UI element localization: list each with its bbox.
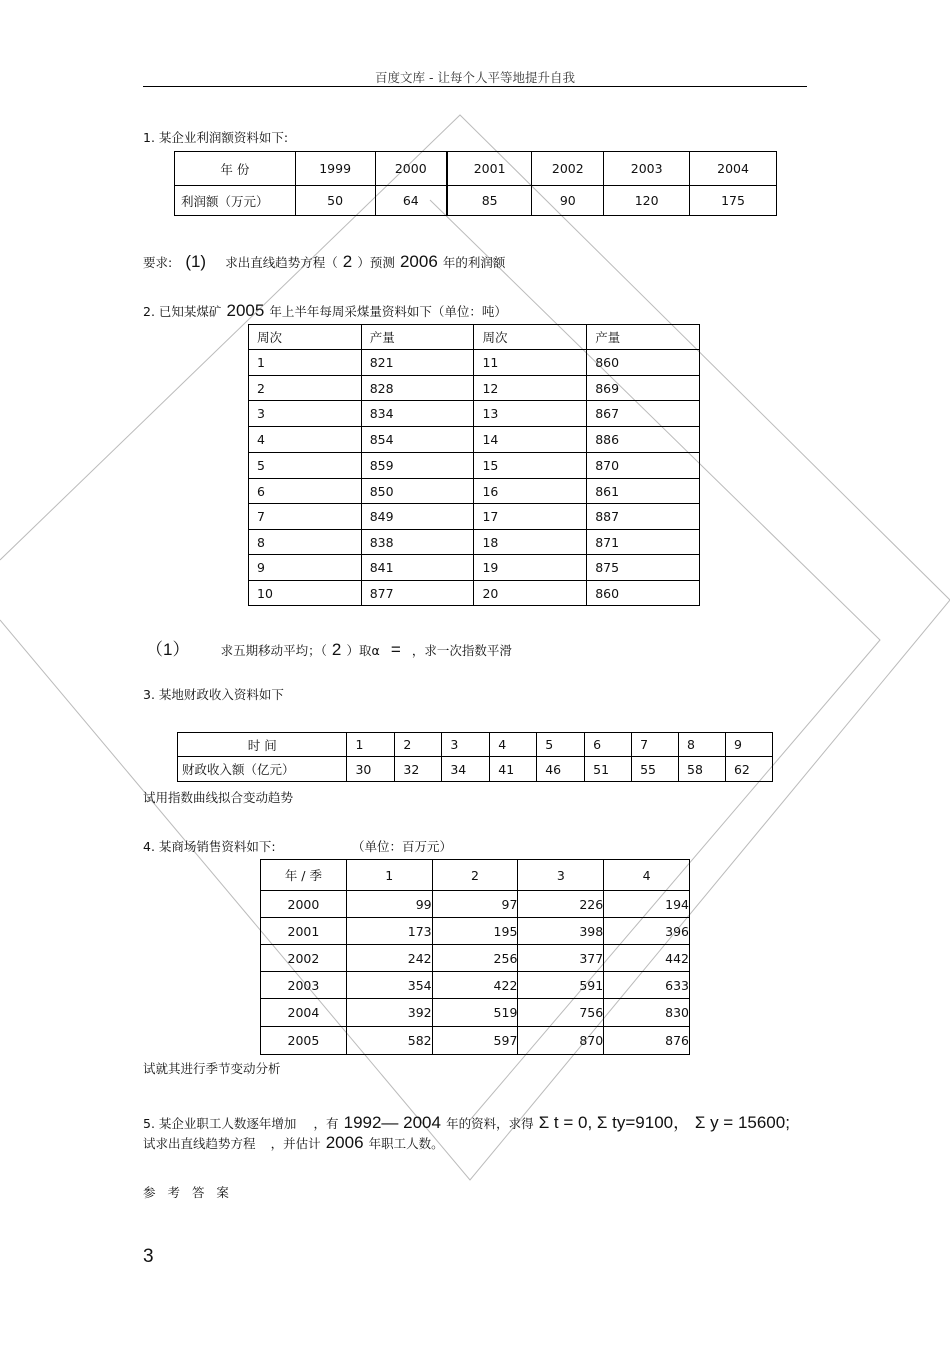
q2-cell: 10 [249,581,362,606]
q2-cell: 828 [361,376,474,401]
q4-cell: 377 [518,945,604,972]
q5-line1 [143,1108,790,1133]
q1-req-text2: ）预测 [357,255,395,270]
q4-year: 2005 [261,1027,347,1055]
q1-req-p1: (1) [185,252,207,271]
q3-r2-cell: 41 [490,757,537,782]
q1-r2-c1: 50 [295,186,375,216]
q5-line1-b: ，有 [313,1116,339,1131]
q2-cell: 4 [249,427,362,453]
q4-cell: 256 [432,945,518,972]
q2-cell: 17 [474,504,587,530]
q2-cell: 12 [474,376,587,401]
table-row [178,733,773,757]
q4-header-4: 4 [604,860,690,891]
q4-title: 4. 某商场销售资料如下: [143,839,276,854]
q5-line1-c: 年的资料，求得 [446,1116,534,1131]
q2-cell: 6 [249,479,362,504]
q2-cell: 869 [587,376,700,401]
q4-header-1: 1 [346,860,432,891]
q3-r2-cell: 58 [679,757,726,782]
table-row [249,479,700,504]
q2-cell: 19 [474,555,587,581]
q2-header-3: 产量 [587,325,700,350]
q3-r1-cell: 3 [442,733,490,757]
q5-line2 [143,1133,444,1153]
q3-requirement: 试用指数曲线拟合变动趋势 [143,790,294,805]
page-header: 百度文库 - 让每个人平等地提升自我 [375,70,575,85]
q2-req-text1: 求五期移动平均；（ [220,643,327,658]
q4-table [260,859,690,1055]
q4-year: 2001 [261,918,347,945]
q1-r1-c6: 2004 [690,152,777,186]
q4-year: 2000 [261,891,347,918]
q4-cell: 756 [518,999,604,1027]
q2-cell: 861 [587,479,700,504]
q4-cell: 354 [346,972,432,999]
q3-r2-cell: 30 [347,757,395,782]
q2-req-eq: = [390,640,401,659]
q4-cell: 519 [432,999,518,1027]
q3-r1-c0: 时 间 [178,733,347,757]
q1-req-prefix: 要求: [143,255,173,270]
q1-req-p2: 2 [342,252,353,271]
q2-cell: 18 [474,530,587,555]
q3-r1-cell: 6 [585,733,632,757]
q2-cell: 871 [587,530,700,555]
q5-line1-years: 1992— 2004 [343,1113,441,1132]
q1-req-text1: 求出直线趋势方程（ [225,255,338,270]
q2-header-0: 周次 [249,325,362,350]
q2-cell: 16 [474,479,587,504]
q5-line1-a: 5. 某企业职工人数逐年增加 [143,1116,297,1131]
q2-title-year: 2005 [226,301,265,320]
table-row [175,186,777,216]
q4-header-0: 年 / 季 [261,860,347,891]
q3-r1-cell: 5 [537,733,585,757]
q2-cell: 2 [249,376,362,401]
q4-cell: 422 [432,972,518,999]
q2-cell: 14 [474,427,587,453]
q4-cell: 591 [518,972,604,999]
q2-cell: 870 [587,453,700,479]
q4-cell: 173 [346,918,432,945]
table-row [249,530,700,555]
q2-cell: 5 [249,453,362,479]
q2-cell: 886 [587,427,700,453]
q2-title-a: 2. 已知某煤矿 [143,304,222,319]
q2-cell: 860 [587,350,700,376]
table-row [249,325,700,350]
q2-cell: 13 [474,401,587,427]
q4-cell: 582 [346,1027,432,1055]
q1-r2-c5: 120 [604,186,690,216]
table-row [261,1027,690,1055]
q2-cell: 849 [361,504,474,530]
q4-year: 2003 [261,972,347,999]
q2-cell: 1 [249,350,362,376]
q2-req-p1: （1） [146,640,190,659]
q4-cell: 398 [518,918,604,945]
q2-cell: 838 [361,530,474,555]
q3-r1-cell: 4 [490,733,537,757]
q4-cell: 226 [518,891,604,918]
q5-line1-formula: Σ t = 0, Σ ty=9100， Σ y = 15600; [538,1113,790,1132]
q4-cell: 194 [604,891,690,918]
q4-unit: （单位：百万元） [352,839,453,854]
table-row [249,401,700,427]
q3-r2-cell: 62 [725,757,772,782]
q4-cell: 633 [604,972,690,999]
table-row [249,581,700,606]
q2-cell: 860 [587,581,700,606]
table-row [178,757,773,782]
table-row [249,453,700,479]
q2-header-1: 产量 [361,325,474,350]
q4-cell: 597 [432,1027,518,1055]
page-number: 3 [143,1246,154,1267]
q3-r2-cell: 51 [585,757,632,782]
q1-r1-c3: 2001 [447,152,532,186]
table-row [261,918,690,945]
q5-line2-c: 年职工人数。 [368,1136,444,1151]
q4-cell: 876 [604,1027,690,1055]
q2-cell: 834 [361,401,474,427]
q3-r2-c0: 财政收入额（亿元） [178,757,347,782]
q3-r1-cell: 1 [347,733,395,757]
q1-r2-c4: 90 [532,186,604,216]
table-row [261,860,690,891]
q3-r2-cell: 32 [395,757,442,782]
q1-r1-c5: 2003 [604,152,690,186]
table-row [261,891,690,918]
q2-title-b: 年上半年每周采煤量资料如下（单位：吨） [269,304,507,319]
q2-cell: 821 [361,350,474,376]
q4-cell: 242 [346,945,432,972]
q1-r2-c3: 85 [447,186,532,216]
q2-req-text3: ，求一次指数平滑 [411,643,512,658]
q4-cell: 830 [604,999,690,1027]
q4-cell: 870 [518,1027,604,1055]
q2-table [248,324,700,606]
q4-cell: 195 [432,918,518,945]
table-row [249,427,700,453]
q3-r1-cell: 7 [632,733,679,757]
q2-cell: 859 [361,453,474,479]
q3-r2-cell: 46 [537,757,585,782]
answers-heading: 参 考 答 案 [143,1185,233,1200]
q1-r1-c4: 2002 [532,152,604,186]
q5-line2-a: 试求出直线趋势方程 [143,1136,256,1151]
table-row [249,376,700,401]
q5-line2-year: 2006 [325,1133,364,1152]
q1-requirement [143,252,505,272]
q4-year: 2004 [261,999,347,1027]
q3-title: 3. 某地财政收入资料如下 [143,687,284,702]
q2-cell: 850 [361,479,474,504]
q3-r2-cell: 34 [442,757,490,782]
q1-r2-c0: 利润额（万元） [175,186,296,216]
q3-r1-cell: 8 [679,733,726,757]
q2-cell: 15 [474,453,587,479]
table-row [261,999,690,1027]
q3-table [177,732,773,782]
q2-cell: 8 [249,530,362,555]
q3-r1-cell: 9 [725,733,772,757]
q2-cell: 9 [249,555,362,581]
q1-r2-c2: 64 [375,186,447,216]
q4-cell: 97 [432,891,518,918]
q2-title [143,301,507,321]
q2-requirement [146,635,512,660]
q2-cell: 841 [361,555,474,581]
table-row [261,972,690,999]
q4-cell: 396 [604,918,690,945]
q1-r1-c0: 年 份 [175,152,296,186]
table-row [249,555,700,581]
q2-req-text2: ）取α [346,643,380,658]
q2-cell: 20 [474,581,587,606]
q4-year: 2002 [261,945,347,972]
q4-cell: 442 [604,945,690,972]
table-row [249,350,700,376]
q2-req-p2: 2 [331,640,342,659]
q2-cell: 877 [361,581,474,606]
q3-r1-cell: 2 [395,733,442,757]
q1-r2-c6: 175 [690,186,777,216]
q2-cell: 867 [587,401,700,427]
q2-cell: 3 [249,401,362,427]
q2-cell: 11 [474,350,587,376]
q4-requirement: 试就其进行季节变动分析 [143,1061,281,1076]
q4-header-3: 3 [518,860,604,891]
q3-r2-cell: 55 [632,757,679,782]
table-row [249,504,700,530]
q2-cell: 887 [587,504,700,530]
table-row [175,152,777,186]
q4-cell: 392 [346,999,432,1027]
q1-req-year: 2006 [399,252,438,271]
q1-r1-c1: 1999 [295,152,375,186]
q4-cell: 99 [346,891,432,918]
table-row [261,945,690,972]
q1-title: 1. 某企业利润额资料如下: [143,130,289,145]
q1-r1-c2: 2000 [375,152,447,186]
q2-cell: 854 [361,427,474,453]
q1-table [174,151,777,216]
q4-header-2: 2 [432,860,518,891]
q2-cell: 875 [587,555,700,581]
q1-req-text3: 年的利润额 [442,255,506,270]
q2-cell: 7 [249,504,362,530]
q5-line2-b: ，并估计 [270,1136,321,1151]
header-rule [143,86,807,87]
q2-header-2: 周次 [474,325,587,350]
